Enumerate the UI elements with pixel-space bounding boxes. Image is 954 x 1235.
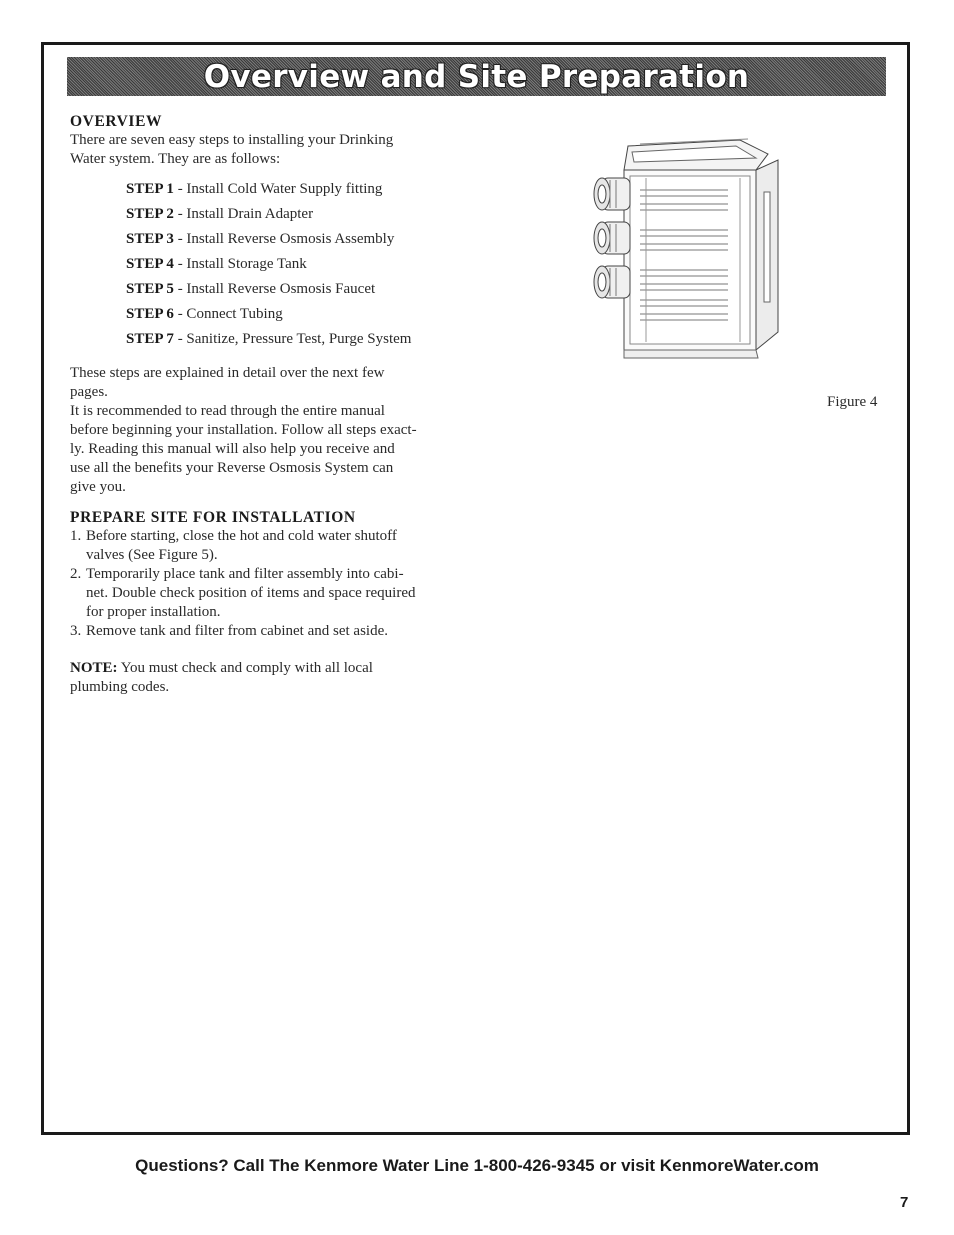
ro-assembly-illustration	[580, 130, 780, 360]
item-line: net. Double check position of items and space required	[86, 585, 416, 601]
paragraph-line: before beginning your installation. Follow all steps exact-	[70, 422, 417, 438]
overview-paragraph	[70, 364, 480, 497]
footer-contact: Questions? Call The Kenmore Water Line 1-800-426-9345 or visit KenmoreWater.com	[135, 1156, 819, 1175]
step-text: - Install Drain Adapter	[173, 206, 314, 222]
note	[70, 659, 480, 697]
step-text: - Install Storage Tank	[173, 256, 307, 272]
steps-list	[126, 177, 480, 352]
note-text: You must check and comply with all local	[117, 660, 373, 676]
paragraph-line: ly. Reading this manual will also help you receive and	[70, 441, 395, 457]
page-number: 7	[900, 1194, 909, 1211]
step-item	[126, 227, 480, 252]
step-label: STEP 7	[126, 331, 174, 347]
step-item	[126, 202, 480, 227]
figure-caption: Figure 4	[827, 394, 878, 410]
step-item	[126, 177, 480, 202]
overview-intro	[70, 131, 480, 169]
item-line: Remove tank and filter from cabinet and set aside.	[86, 623, 388, 639]
prepare-item	[70, 527, 480, 565]
prepare-heading: PREPARE SITE FOR INSTALLATION	[70, 509, 356, 526]
paragraph-line: It is recommended to read through the entire manual	[70, 403, 385, 419]
prepare-item	[70, 565, 480, 622]
intro-line: Water system. They are as follows:	[70, 151, 281, 167]
page-title: Overview and Site Preparation	[203, 58, 750, 95]
paragraph-line: use all the benefits your Reverse Osmosis System can	[70, 460, 394, 476]
paragraph-line: pages.	[70, 384, 108, 400]
step-label: STEP 1	[126, 181, 174, 197]
paragraph-line: These steps are explained in detail over the next few	[70, 365, 385, 381]
overview-heading: OVERVIEW	[70, 113, 163, 130]
item-number: 1.	[70, 528, 82, 544]
prepare-item	[70, 622, 480, 641]
title-banner	[67, 57, 886, 96]
paragraph-line: give you.	[70, 479, 126, 495]
step-text: - Install Cold Water Supply fitting	[173, 181, 383, 197]
step-label: STEP 2	[126, 206, 174, 222]
step-text: - Install Reverse Osmosis Faucet	[173, 281, 376, 297]
step-label: STEP 4	[126, 256, 174, 272]
step-item	[126, 252, 480, 277]
note-label: NOTE:	[70, 660, 118, 676]
step-text: - Connect Tubing	[173, 306, 283, 322]
main-content	[70, 112, 480, 697]
intro-line: There are seven easy steps to installing your Drinking	[70, 132, 394, 148]
step-label: STEP 5	[126, 281, 174, 297]
step-item	[126, 277, 480, 302]
item-line: Before starting, close the hot and cold water shutoff	[86, 528, 397, 544]
step-label: STEP 3	[126, 231, 174, 247]
item-number: 2.	[70, 566, 82, 582]
item-number: 3.	[70, 623, 82, 639]
step-item	[126, 302, 480, 327]
note-text: plumbing codes.	[70, 679, 170, 695]
item-line: for proper installation.	[86, 604, 221, 620]
item-line: Temporarily place tank and filter assembly into cabi-	[86, 566, 404, 582]
item-line: valves (See Figure 5).	[86, 547, 218, 563]
step-text: - Sanitize, Pressure Test, Purge System	[173, 331, 412, 347]
step-item	[126, 327, 480, 352]
step-label: STEP 6	[126, 306, 174, 322]
prepare-list	[70, 527, 480, 641]
step-text: - Install Reverse Osmosis Assembly	[173, 231, 395, 247]
